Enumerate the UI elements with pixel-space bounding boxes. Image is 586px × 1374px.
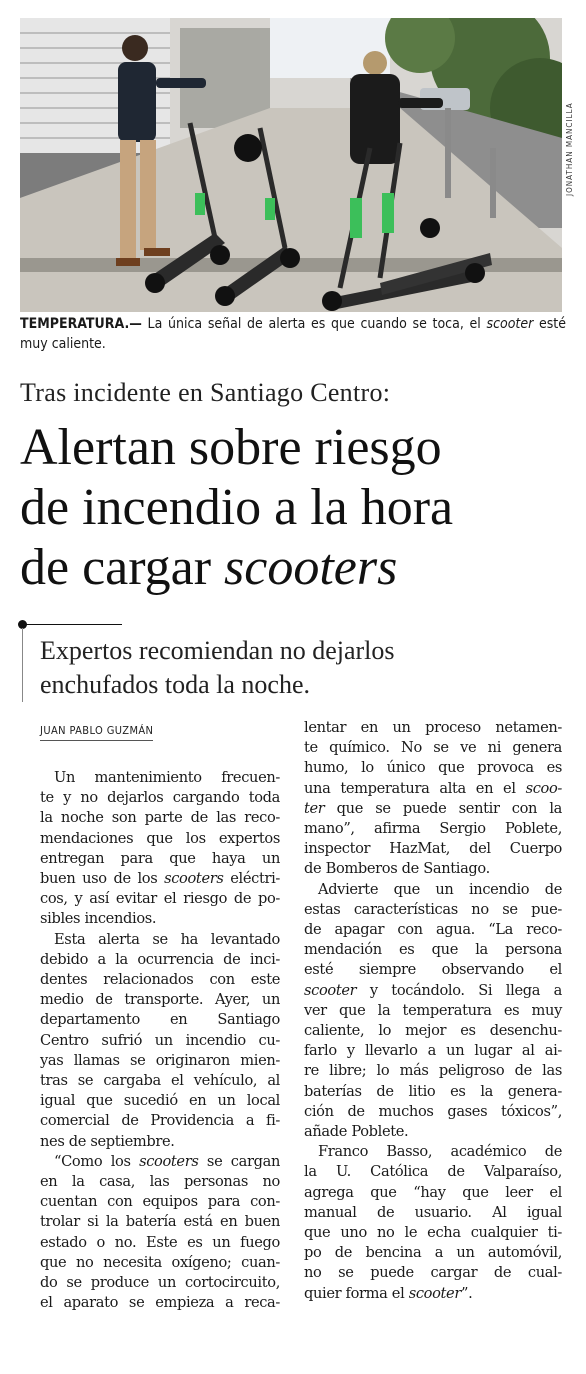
body-text: yas llamas se originaron mien-	[40, 1051, 280, 1069]
body-line	[304, 920, 562, 940]
body-line	[304, 1021, 562, 1041]
body-text: Centro sufrió un incendio cu-	[40, 1031, 280, 1049]
body-text: departamento en Santiago	[40, 1011, 280, 1029]
body-line	[304, 799, 562, 819]
body-line	[304, 1001, 562, 1021]
body-line	[40, 970, 280, 990]
body-text-italic: scooters	[139, 1152, 199, 1170]
body-line	[304, 960, 562, 980]
body-text: trolar si la batería está en buen	[40, 1213, 280, 1231]
body-line	[40, 1192, 280, 1212]
body-line	[40, 1051, 280, 1071]
body-text-italic: scoo-	[525, 779, 562, 797]
body-line	[40, 1031, 280, 1051]
body-text: quier forma el	[304, 1284, 409, 1302]
body-text: nes de septiembre.	[40, 1132, 175, 1150]
body-line	[40, 1132, 280, 1152]
body-text: eléctri-	[223, 870, 280, 888]
photo-caption	[20, 314, 566, 354]
body-line	[40, 1071, 280, 1091]
body-line	[304, 859, 562, 879]
body-line	[40, 829, 280, 849]
headline-line-1: Alertan sobre riesgo	[20, 419, 442, 476]
body-line	[304, 1041, 562, 1061]
body-line	[304, 940, 562, 960]
article-kicker: Tras incidente en Santiago Centro:	[20, 378, 391, 407]
body-text: ción de muchos gases tóxicos”,	[304, 1102, 562, 1120]
body-text: do se produce un cortocircuito,	[40, 1274, 280, 1292]
body-text: Un mantenimiento frecuen-	[54, 769, 280, 786]
body-text: estas características no se pue-	[304, 900, 562, 918]
body-text: tras se cargaba el vehículo, al	[40, 1072, 280, 1090]
photo-credit-text: JONATHAN MANCILLA	[565, 102, 574, 196]
body-line	[304, 758, 562, 778]
body-line	[304, 1284, 562, 1304]
body-line	[40, 768, 280, 788]
body-text-italic: ter	[304, 799, 325, 817]
body-line	[304, 1082, 562, 1102]
body-text: mano”, afirma Sergio Poblete,	[304, 820, 562, 838]
body-text: medio de transporte. Ayer, un	[40, 991, 280, 1009]
body-text: po de bencina a un automóvil,	[304, 1244, 562, 1262]
body-text: buen uso de los	[40, 870, 165, 888]
headline-line-3-plain: de cargar	[20, 539, 225, 596]
body-text: en la casa, las personas no	[40, 1173, 280, 1191]
body-text: humo, lo único que provoca es	[304, 759, 562, 777]
body-text: inspector HazMat, del Cuerpo	[304, 840, 562, 858]
body-text: que uno no le echa cualquier ti-	[304, 1224, 562, 1242]
body-line	[304, 880, 562, 900]
caption-text-1: La única señal de alerta es que cuando se toca, el	[141, 316, 487, 332]
body-text-italic: scooters	[164, 870, 224, 888]
body-text-italic: scooter	[304, 981, 357, 999]
body-text: manual de usuario. Al igual	[304, 1203, 562, 1221]
body-text: agrega que “hay que leer el	[304, 1183, 562, 1201]
body-text: que no necesita oxígeno; cuan-	[40, 1253, 280, 1271]
body-line	[40, 849, 280, 869]
body-text: cos, y así evitar el riesgo de po-	[40, 890, 280, 908]
body-line	[40, 1253, 280, 1273]
body-text: se cargan	[198, 1152, 280, 1170]
body-text: te químico. No se ve ni genera	[304, 739, 562, 757]
body-line	[304, 819, 562, 839]
body-text: baterías de litio es la genera-	[304, 1082, 562, 1100]
body-line	[304, 839, 562, 859]
body-line	[304, 1061, 562, 1081]
body-text: sibles incendios.	[40, 910, 157, 928]
body-text-italic: scooter	[408, 1284, 461, 1302]
body-text: dentes relacionados con este	[40, 971, 280, 989]
article-headline	[20, 418, 566, 598]
body-line	[40, 889, 280, 909]
body-line	[304, 1122, 562, 1142]
body-line	[40, 930, 280, 950]
body-text: entregan para que haya un	[40, 849, 280, 867]
body-text: re libre; lo más peligroso de las	[304, 1062, 562, 1080]
scooters-photo-illustration	[20, 18, 562, 312]
body-line	[40, 1111, 280, 1131]
caption-text-2: esté muy caliente.	[20, 316, 566, 352]
body-line	[304, 1162, 562, 1182]
body-text: caliente, lo mejor es desenchu-	[304, 1022, 562, 1040]
body-line	[40, 1293, 280, 1313]
body-line	[40, 950, 280, 970]
headline-line-3-italic: scooters	[224, 539, 398, 596]
headline-line-2: de incendio a la hora	[20, 479, 454, 536]
body-line	[304, 779, 562, 799]
body-text: añade Poblete.	[304, 1123, 409, 1141]
body-line	[40, 1091, 280, 1111]
body-text: mendaciones que los expertos	[40, 829, 280, 847]
body-text: de apagar con agua. “La reco-	[304, 921, 562, 939]
rule-vertical	[22, 628, 23, 702]
body-line	[40, 990, 280, 1010]
body-text: comercial de Providencia a fi-	[40, 1112, 280, 1130]
body-text: de Bomberos de Santiago.	[304, 860, 490, 878]
body-line	[40, 1273, 280, 1293]
body-line	[304, 1183, 562, 1203]
body-text: que se puede sentir con la	[324, 799, 562, 817]
subhead-line-1: Expertos recomiendan no dejarlos	[40, 636, 395, 665]
body-text: mendación es que la persona	[304, 941, 562, 959]
body-text: y tocándolo. Si llega a	[356, 981, 562, 999]
body-text: Esta alerta se ha levantado	[54, 930, 280, 948]
body-line	[40, 1233, 280, 1253]
body-line	[304, 718, 562, 738]
rule-line	[22, 624, 122, 625]
body-line	[304, 900, 562, 920]
article-subhead	[40, 634, 560, 702]
body-line	[40, 788, 280, 808]
body-text: la noche son parte de las reco-	[40, 809, 280, 827]
body-text: Franco Basso, académico de	[318, 1143, 562, 1161]
body-line	[304, 738, 562, 758]
body-line	[40, 909, 280, 929]
body-text: “Como los	[54, 1152, 140, 1170]
body-text: Advierte que un incendio de	[318, 880, 562, 898]
article-photo	[20, 18, 562, 312]
body-line	[40, 808, 280, 828]
body-line	[304, 1142, 562, 1162]
body-line	[304, 1263, 562, 1283]
body-text: una temperatura alta en el	[304, 779, 526, 797]
body-line	[40, 1172, 280, 1192]
body-text: el aparato se empieza a reca-	[40, 1294, 280, 1312]
body-text: estado o no. Este es un fuego	[40, 1233, 280, 1251]
body-text: cuentan con equipos para con-	[40, 1193, 280, 1211]
body-text: la U. Católica de Valparaíso,	[304, 1163, 562, 1181]
body-column-right	[304, 718, 562, 1304]
body-line	[40, 869, 280, 889]
subhead-line-2: enchufados toda la noche.	[40, 670, 311, 699]
article-byline: JUAN PABLO GUZMÁN	[40, 724, 153, 741]
body-line	[40, 1010, 280, 1030]
body-column-left	[40, 768, 280, 1313]
body-text: igual que sucedió en un local	[40, 1092, 280, 1110]
headline-line-3	[20, 538, 566, 598]
body-text: esté siempre observando el	[304, 961, 562, 979]
caption-text-italic: scooter	[486, 316, 534, 332]
body-text: farlo y llevarlo a un lugar al ai-	[304, 1042, 562, 1060]
body-line	[304, 1203, 562, 1223]
body-text: te y no dejarlos cargando toda	[40, 789, 280, 807]
body-text: ”.	[460, 1284, 473, 1302]
body-text: no se puede cargar de cual-	[304, 1264, 562, 1282]
caption-lead: TEMPERATURA.—	[20, 316, 142, 332]
body-line	[40, 1152, 280, 1172]
body-line	[304, 1102, 562, 1122]
body-text: ver que la temperatura es muy	[304, 1001, 562, 1019]
body-line	[304, 981, 562, 1001]
body-text: debido a la ocurrencia de inci-	[40, 950, 280, 968]
body-line	[40, 1212, 280, 1232]
body-line	[304, 1243, 562, 1263]
body-text: lentar en un proceso netamen-	[304, 719, 562, 736]
body-line	[304, 1223, 562, 1243]
